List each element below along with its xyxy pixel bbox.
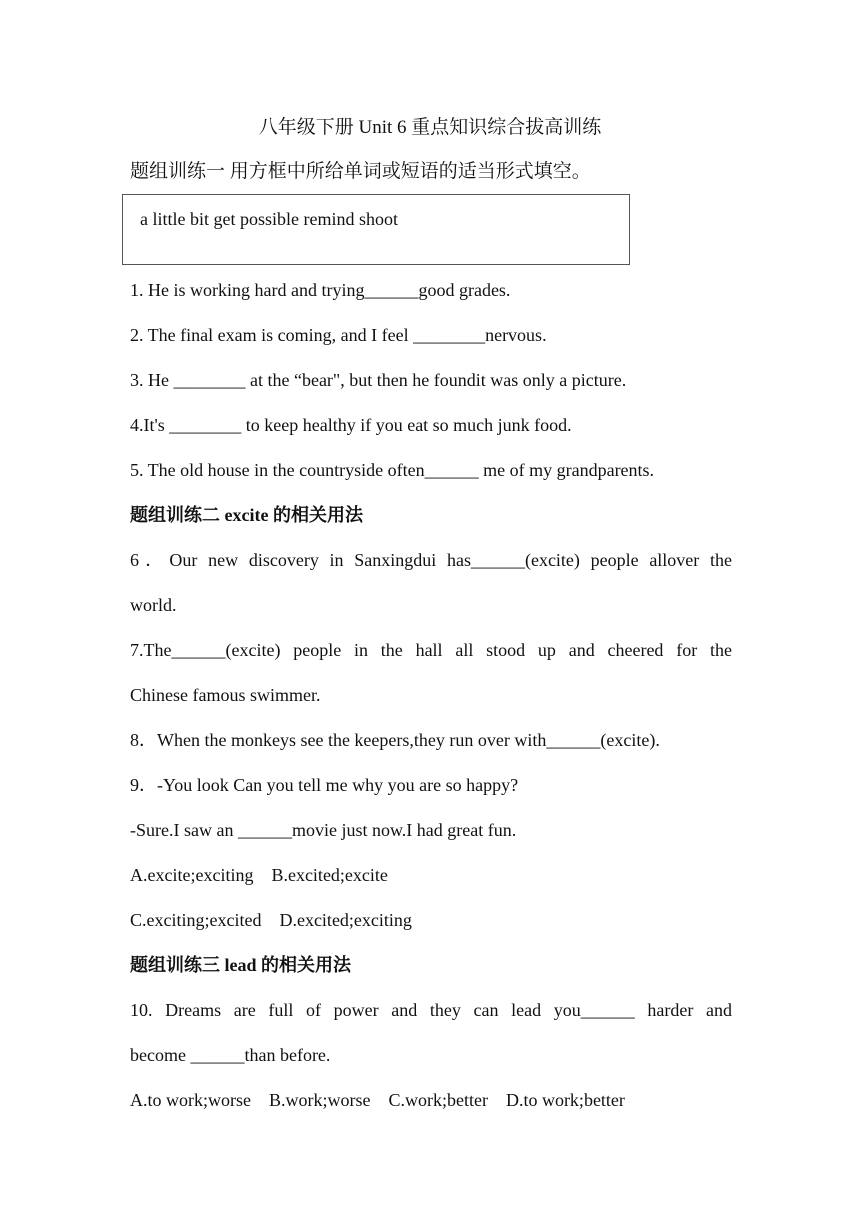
question-10-options: A.to work;worse B.work;worse C.work;better D.to work;better bbox=[130, 1090, 625, 1110]
question-10-line-1: 10. Dreams are full of power and they can lead you______ harder and bbox=[130, 1000, 732, 1020]
question-7-line-1: 7.The______(excite) people in the hall all stood up and cheered for the bbox=[130, 640, 732, 660]
word-box bbox=[122, 194, 630, 265]
question-4: 4.It's ________ to keep healthy if you eat so much junk food. bbox=[130, 415, 572, 435]
section2-heading: 题组训练二 excite 的相关用法 bbox=[130, 505, 363, 525]
question-9-line-1: 9．-You look Can you tell me why you are so happy? bbox=[130, 775, 519, 795]
section1-heading: 题组训练一 用方框中所给单词或短语的适当形式填空。 bbox=[130, 161, 591, 182]
question-1: 1. He is working hard and trying______good grades. bbox=[130, 280, 511, 300]
question-8: 8．When the monkeys see the keepers,they run over with______(excite). bbox=[130, 730, 660, 750]
question-9-line-2: -Sure.I saw an ______movie just now.I had great fun. bbox=[130, 820, 517, 840]
document-title: 八年级下册 Unit 6 重点知识综合拔高训练 bbox=[258, 117, 602, 138]
section3-heading: 题组训练三 lead 的相关用法 bbox=[130, 955, 351, 975]
question-2: 2. The final exam is coming, and I feel ________nervous. bbox=[130, 325, 547, 345]
question-10-line-2: become ______than before. bbox=[130, 1045, 331, 1065]
question-7-line-2: Chinese famous swimmer. bbox=[130, 685, 321, 705]
question-3: 3. He ________ at the “bear", but then he foundit was only a picture. bbox=[130, 370, 627, 390]
question-9-options-2: C.exciting;excited D.excited;exciting bbox=[130, 910, 412, 930]
word-box-text: a little bit get possible remind shoot bbox=[140, 209, 398, 229]
question-9-options-1: A.excite;exciting B.excited;excite bbox=[130, 865, 388, 885]
question-6-line-2: world. bbox=[130, 595, 177, 615]
question-5: 5. The old house in the countryside often______ me of my grandparents. bbox=[130, 460, 655, 480]
question-6-line-1: 6．Our new discovery in Sanxingdui has______(excite) people allover the bbox=[130, 550, 732, 570]
